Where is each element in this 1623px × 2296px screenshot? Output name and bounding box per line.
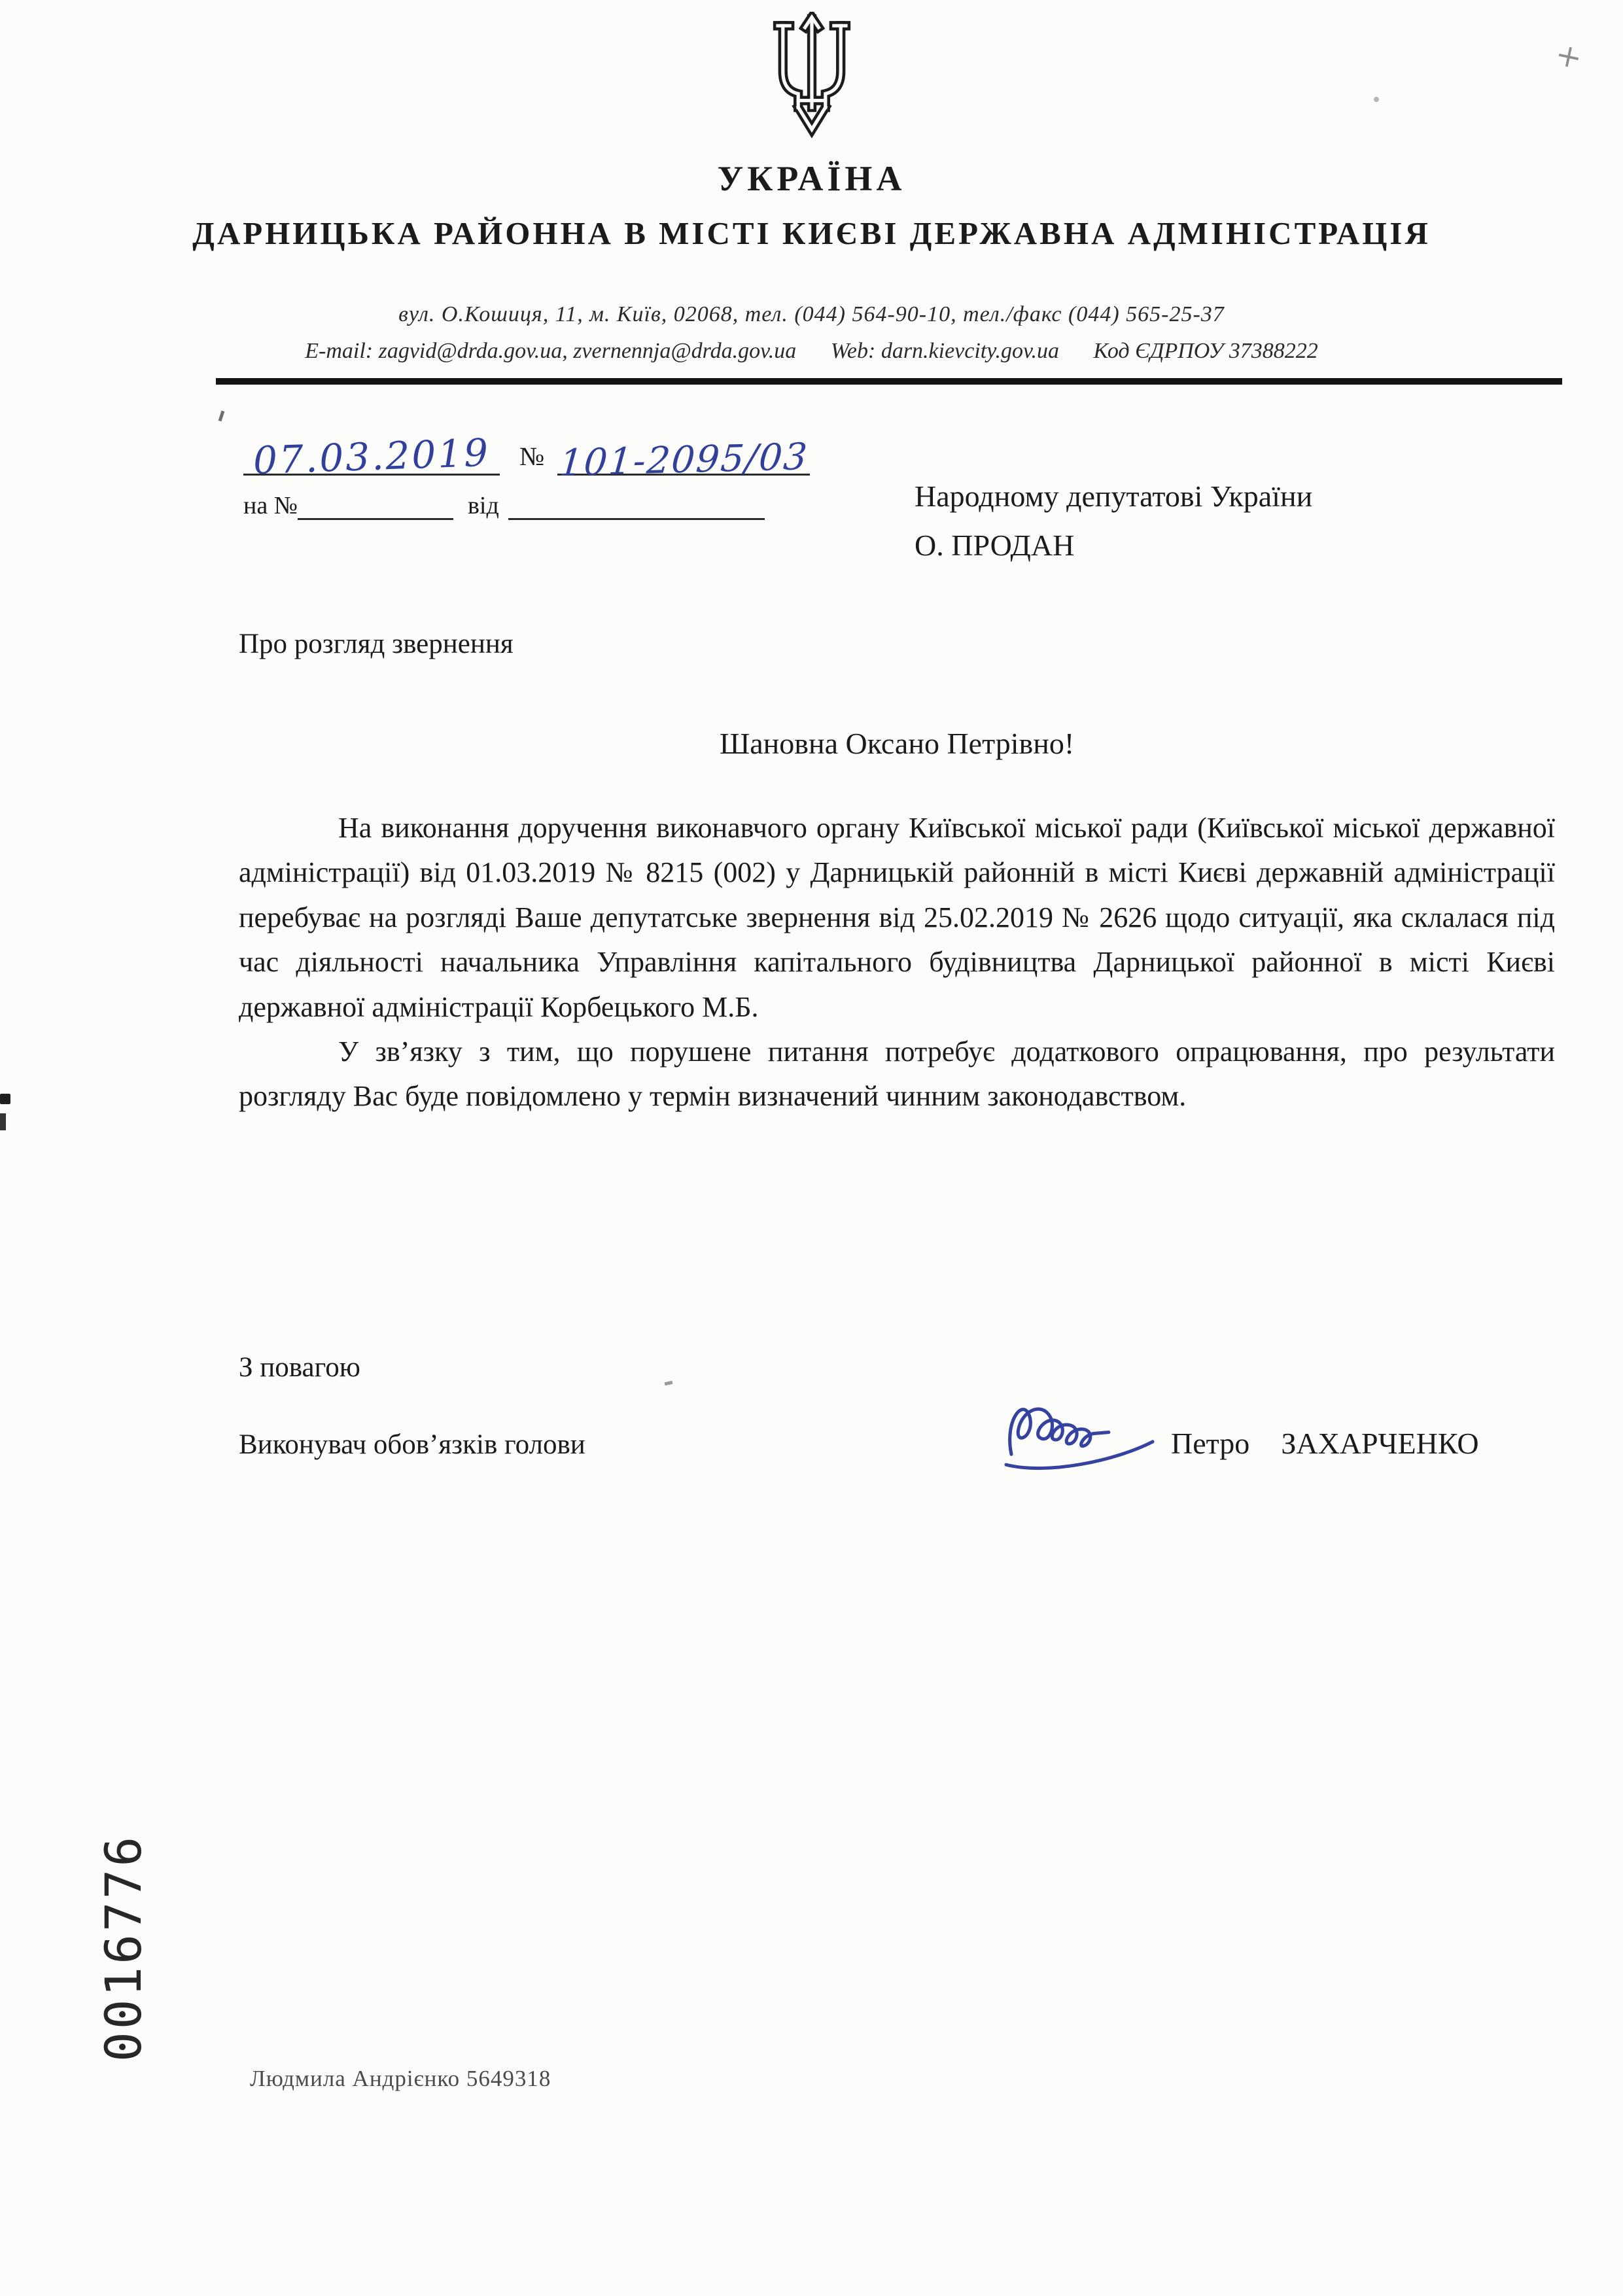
signer-title: Виконувач обов’язків голови bbox=[239, 1429, 585, 1460]
handwritten-date: 07.03.2019 bbox=[252, 430, 491, 483]
org-edrpou-code: Код ЄДРПОУ 37388222 bbox=[1093, 339, 1318, 363]
reply-date-blank bbox=[508, 489, 765, 520]
letterhead-divider bbox=[216, 378, 1562, 385]
reply-number-label: на № bbox=[243, 492, 298, 519]
handwritten-signature-icon bbox=[975, 1379, 1184, 1484]
scan-artifact-plus: + bbox=[1552, 35, 1586, 77]
scan-artifact-speck bbox=[0, 1113, 6, 1130]
recipient-line2: О. ПРОДАН bbox=[915, 528, 1075, 562]
scan-artifact-speck bbox=[0, 1094, 10, 1104]
handwritten-number: 101-2095/03 bbox=[557, 435, 810, 485]
outgoing-number-field bbox=[557, 413, 810, 485]
scan-artifact-tick bbox=[218, 411, 225, 422]
body-paragraph-2: У зв’язку з тим, що порушене питання потребує додаткового опрацювання, про результати розгляду Вас буде повідомлено у термін визначений чинним законодавством. bbox=[239, 1035, 1555, 1113]
signer-name bbox=[1171, 1426, 1479, 1461]
reply-reference-row bbox=[243, 489, 765, 520]
number-sign-label: № bbox=[519, 442, 545, 471]
subject-line: Про розгляд звернення bbox=[239, 629, 514, 659]
org-web: Web: darn.kievcity.gov.ua bbox=[830, 339, 1060, 363]
letter-body bbox=[239, 806, 1555, 1119]
salutation-line: Шановна Оксано Петрівно! bbox=[719, 727, 1075, 760]
signer-first-name: Петро bbox=[1171, 1427, 1250, 1460]
reply-date-label: від bbox=[467, 492, 499, 519]
organization-name: ДАРНИЦЬКА РАЙОННА В МІСТІ КИЄВІ ДЕРЖАВНА АДМІНІСТРАЦІЯ bbox=[192, 215, 1431, 251]
ukraine-trident-emblem-icon bbox=[761, 12, 863, 140]
regards-line: З повагою bbox=[239, 1352, 360, 1383]
outgoing-date-field bbox=[243, 413, 500, 483]
reply-number-blank bbox=[298, 489, 453, 520]
country-title: УКРАЇНА bbox=[717, 159, 906, 198]
org-address-line: вул. О.Кошиця, 11, м. Київ, 02068, тел. (044) 564-90-10, тел./факс (044) 565-25-37 bbox=[398, 302, 1225, 326]
org-contact-line bbox=[0, 339, 1623, 364]
org-email: E-mail: zagvid@drda.gov.ua, zvernennja@drda.gov.ua bbox=[305, 339, 797, 363]
scan-artifact-tick bbox=[665, 1381, 673, 1385]
reference-row bbox=[243, 413, 810, 485]
recipient-block bbox=[915, 472, 1312, 570]
scan-artifact-dot bbox=[1374, 97, 1379, 102]
signer-last-name: ЗАХАРЧЕНКО bbox=[1281, 1427, 1479, 1460]
recipient-line1: Народному депутатові України bbox=[915, 479, 1313, 513]
body-paragraph-1: На виконання доручення виконавчого органу Київської міської ради (Київської міської державної адміністрації) від 01.03.2019 № 8215 (002) у Дарницькій районній в місті Києві державній адміністрації перебуває на розгляді Ваше депутатське звернення від 25.02.2019 № 2626 щодо ситуації, яка склалася під час діяльності начальника Управління капітального будівництва Дарницької районної в місті Києві державної адміністрації Корбецького М.Б. bbox=[239, 812, 1555, 1023]
executor-contact-line: Людмила Андрієнко 5649318 bbox=[250, 2066, 551, 2091]
vertical-registration-number: 0016776 bbox=[94, 1834, 152, 2062]
